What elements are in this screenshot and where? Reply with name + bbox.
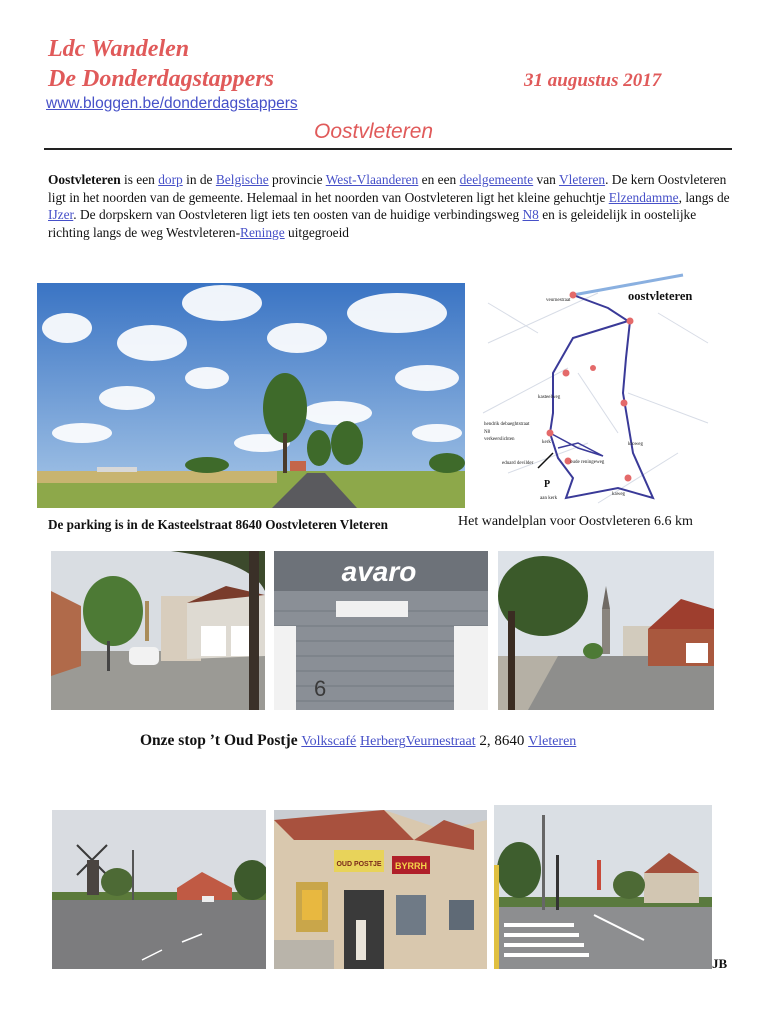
link-vleteren-stop[interactable]: Vleteren — [528, 734, 577, 749]
link-herberg[interactable]: Herberg — [360, 734, 406, 749]
map-parking-marker: P — [544, 479, 551, 490]
link-belgische[interactable]: Belgische — [215, 172, 269, 187]
intro-text: provincie — [268, 172, 326, 187]
intro-text: . De dorpskern van Oostvleteren ligt iets ten oosten van de huidige verbindingsweg — [73, 207, 523, 223]
map-label-veurnestraat: veurnestraat — [546, 298, 571, 303]
page-title: Oostvleteren — [314, 120, 434, 143]
photo-church-street — [498, 551, 714, 710]
link-elzendamme[interactable]: Elzendamme — [608, 189, 679, 205]
map-label-kroweg: kroweg — [628, 442, 643, 447]
link-reninge[interactable]: Reninge — [240, 224, 285, 240]
intro-text: in de — [182, 172, 216, 187]
oud-postje-sign: OUD POSTJE — [336, 861, 382, 868]
intro-text: en een — [418, 172, 460, 187]
walk-date: 31 augustus 2017 — [524, 70, 662, 91]
byrrh-sign: BYRRH — [394, 861, 428, 871]
author-initials: JB — [712, 956, 728, 971]
intro-text: , langs de — [678, 189, 730, 205]
photo-crossing — [494, 805, 712, 969]
link-west-vlaanderen[interactable]: West-Vlaanderen — [325, 172, 419, 187]
map-label-oude-reningeweg: oude reningeweg — [570, 460, 605, 465]
link-vleteren[interactable]: Vleteren — [558, 172, 606, 187]
link-dorp[interactable]: dorp — [158, 172, 183, 187]
photo-street-corner — [51, 551, 265, 710]
link-volkscafe[interactable]: Volkscafé — [301, 734, 357, 749]
map-label-kerk: kerk — [542, 440, 551, 445]
photo-wall-sign — [274, 551, 488, 710]
route-map — [478, 273, 710, 509]
map-label-eduard: eduard devilder — [502, 461, 534, 466]
stop-label: Onze stop ’t Oud Postje — [140, 732, 298, 749]
link-n8[interactable]: N8 — [522, 207, 539, 223]
intro-paragraph — [48, 171, 730, 241]
photo-windmill — [52, 810, 266, 969]
stop-address: 2, 8640 — [475, 733, 529, 749]
stop-line — [140, 732, 576, 750]
club-title — [48, 34, 274, 94]
link-ijzer[interactable]: IJzer — [48, 207, 74, 223]
map-label-n8: N8 — [484, 430, 491, 435]
intro-village: Oostvleteren — [48, 172, 121, 187]
website-link[interactable]: www.bloggen.be/donderdagstappers — [46, 95, 298, 112]
photo-parking-road — [37, 283, 465, 508]
photo-oud-postje — [274, 810, 487, 969]
map-label-kasteelweg: kasteelweg — [538, 395, 561, 400]
header-divider — [44, 148, 732, 150]
link-veurnestraat[interactable]: Veurnestraat — [405, 734, 476, 749]
caption-walking-plan: Het wandelplan voor Oostvleteren 6.6 km — [458, 514, 693, 529]
map-label-hendrik: hendrik debaeghtstraat — [484, 422, 530, 427]
caption-parking: De parking is in de Kasteelstraat 8640 Oostvleteren Vleteren — [48, 517, 388, 532]
intro-text: uitgegroeid — [284, 224, 350, 240]
group-name: De Donderdagstappers — [48, 66, 274, 92]
intro-text: is een — [120, 172, 159, 187]
intro-text: van — [533, 172, 559, 187]
map-label-kaweg: kaweg — [612, 492, 626, 497]
club-name: Ldc Wandelen — [48, 36, 190, 62]
map-label-aan-kerk: aan kerk — [540, 496, 558, 501]
house-number: 6 — [314, 676, 327, 701]
map-title: oostvleteren — [628, 289, 693, 303]
wall-letters: avaro — [341, 556, 417, 587]
intro-text: en is geleidelijk in oostelijke richting langs de weg Westvleteren- — [48, 207, 697, 240]
intro-text: . De kern Oostvleteren ligt in het noorden van de gemeente. Helemaal in het noorden van Oostvleteren ligt het kleine gehuchtje — [48, 172, 727, 205]
link-deelgemeente[interactable]: deelgemeente — [459, 172, 534, 187]
map-label-verkeerslichten: verkeerslichten — [484, 437, 515, 442]
